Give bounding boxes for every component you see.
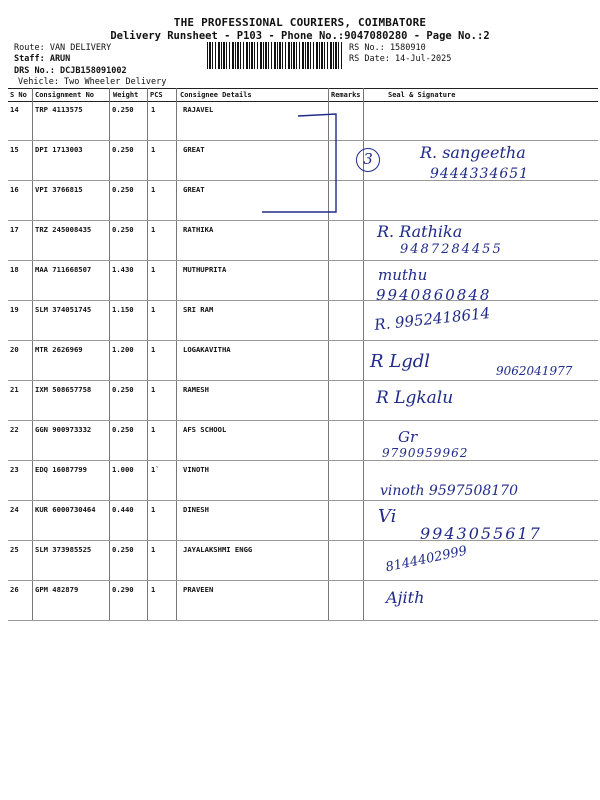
row-rule: [8, 220, 598, 221]
runsheet-subtitle: Delivery Runsheet - P103 - Phone No.:9047080280 - Page No.:2: [110, 30, 490, 42]
signature-18-name: muthu: [378, 266, 428, 284]
row-rule: [8, 420, 598, 421]
cell-weight: 0.250: [112, 105, 134, 114]
cell-pcs: 1: [151, 545, 156, 554]
rs-date: RS Date: 14-Jul-2025: [349, 54, 452, 64]
row-rule: [8, 580, 598, 581]
col-header-sno: S No: [10, 91, 27, 99]
row-rule: [8, 260, 598, 261]
cell-sno: 16: [10, 185, 19, 194]
cell-consignment-no: TRP 4113575: [35, 105, 83, 114]
signature-20-name: R Lgdl: [370, 351, 431, 372]
company-title: THE PROFESSIONAL COURIERS, COIMBATORE: [173, 16, 427, 29]
col-header-signature: Seal & Signature: [388, 91, 456, 99]
cell-sno: 26: [10, 585, 19, 594]
signature-15-name: R. sangeetha: [420, 143, 526, 162]
cell-weight: 1.150: [112, 305, 134, 314]
cell-consignment-no: MAA 711668507: [35, 265, 92, 274]
cell-weight: 0.250: [112, 225, 134, 234]
cell-sno: 25: [10, 545, 19, 554]
cell-weight: 0.250: [112, 185, 134, 194]
cell-consignee: LOGAKAVITHA: [183, 345, 231, 354]
signature-22-name: Gr: [398, 428, 418, 446]
bracket-mark: [250, 108, 350, 218]
cell-weight: 1.430: [112, 265, 134, 274]
cell-consignment-no: DPI 1713003: [35, 145, 83, 154]
row-rule: [8, 300, 598, 301]
cell-weight: 0.250: [112, 545, 134, 554]
cell-consignment-no: SLM 373985525: [35, 545, 92, 554]
col-header-consignee: Consignee Details: [180, 91, 252, 99]
row-rule: [8, 340, 598, 341]
staff-label: Staff: ARUN: [14, 54, 71, 64]
cell-consignment-no: KUR 6000730464: [35, 505, 96, 514]
circled-number: 3: [356, 148, 380, 172]
col-header-pcs: PCS: [150, 91, 163, 99]
signature-17-name: R. Rathika: [377, 222, 463, 241]
table-row: [8, 422, 598, 462]
cell-consignment-no: MTR 2626969: [35, 345, 83, 354]
cell-sno: 15: [10, 145, 19, 154]
signature-20-phone: 9062041977: [496, 364, 573, 378]
signature-21: R Lgkalu: [376, 388, 454, 408]
col-header-remarks: Remarks: [331, 91, 361, 99]
table-row: [8, 582, 598, 622]
cell-consignee: AFS SCHOOL: [183, 425, 227, 434]
cell-sno: 17: [10, 225, 19, 234]
cell-weight: 0.250: [112, 385, 134, 394]
cell-consignee: GREAT: [183, 185, 205, 194]
cell-consignment-no: EDQ 16087799: [35, 465, 87, 474]
row-rule: [8, 380, 598, 381]
signature-24-phone: 9943055617: [420, 524, 542, 543]
cell-sno: 21: [10, 385, 19, 394]
cell-sno: 23: [10, 465, 19, 474]
cell-pcs: 1`: [151, 465, 160, 474]
rs-number: RS No.: 1580910: [349, 43, 426, 53]
route-label: Route: VAN DELIVERY: [14, 43, 112, 53]
cell-sno: 18: [10, 265, 19, 274]
cell-weight: 0.250: [112, 425, 134, 434]
cell-consignment-no: IXM 508657758: [35, 385, 92, 394]
cell-consignee: MUTHUPRITA: [183, 265, 227, 274]
cell-pcs: 1: [151, 345, 156, 354]
cell-consignment-no: VPI 3766815: [35, 185, 83, 194]
cell-consignee: SRI RAM: [183, 305, 214, 314]
cell-sno: 14: [10, 105, 19, 114]
signature-25: 8144402999: [384, 543, 469, 576]
row-rule: [8, 500, 598, 501]
cell-sno: 22: [10, 425, 19, 434]
row-rule: [8, 620, 598, 621]
cell-pcs: 1: [151, 105, 156, 114]
table-row: [8, 382, 598, 422]
signature-19: R. 9952418614: [373, 303, 491, 335]
signature-23: vinoth 9597508170: [380, 483, 518, 499]
signature-15-phone: 9444334651: [430, 166, 530, 182]
cell-sno: 19: [10, 305, 19, 314]
col-header-consignment: Consignment No: [35, 91, 95, 99]
cell-consignee: GREAT: [183, 145, 205, 154]
cell-pcs: 1: [151, 225, 156, 234]
cell-pcs: 1: [151, 145, 156, 154]
cell-sno: 24: [10, 505, 19, 514]
cell-consignment-no: GPM 482879: [35, 585, 79, 594]
cell-sno: 20: [10, 345, 19, 354]
cell-consignee: JAYALAKSHMI ENGG: [183, 545, 253, 554]
cell-consignee: VINOTH: [183, 465, 209, 474]
vehicle-label: Vehicle: Two Wheeler Delivery: [18, 77, 167, 87]
signature-26: Ajith: [386, 588, 425, 607]
table-row: [8, 302, 598, 342]
cell-consignment-no: SLM 374051745: [35, 305, 92, 314]
cell-pcs: 1: [151, 505, 156, 514]
drs-number: DRS No.: DCJB158091002: [14, 66, 127, 76]
row-rule: [8, 460, 598, 461]
signature-22-phone: 9790959962: [382, 446, 469, 460]
cell-pcs: 1: [151, 585, 156, 594]
cell-consignment-no: GGN 900973332: [35, 425, 92, 434]
signature-24-name: Vi: [378, 506, 397, 527]
cell-consignee: RAJAVEL: [183, 105, 214, 114]
cell-weight: 1.200: [112, 345, 134, 354]
table-top-rule: [8, 88, 598, 89]
cell-pcs: 1: [151, 425, 156, 434]
table-row: [8, 222, 598, 262]
cell-pcs: 1: [151, 385, 156, 394]
cell-weight: 0.440: [112, 505, 134, 514]
table-row: [8, 262, 598, 302]
cell-pcs: 1: [151, 185, 156, 194]
barcode: [207, 42, 342, 69]
cell-consignee: RAMESH: [183, 385, 209, 394]
col-header-weight: Weight: [113, 91, 139, 99]
table-row: [8, 542, 598, 582]
cell-consignee: DINESH: [183, 505, 209, 514]
cell-consignee: PRAVEEN: [183, 585, 214, 594]
cell-consignment-no: TRZ 245008435: [35, 225, 92, 234]
cell-weight: 0.290: [112, 585, 134, 594]
signature-18-phone: 9940860848: [376, 286, 492, 304]
cell-weight: 0.250: [112, 145, 134, 154]
cell-pcs: 1: [151, 265, 156, 274]
cell-pcs: 1: [151, 305, 156, 314]
cell-weight: 1.000: [112, 465, 134, 474]
signature-17-phone: 9487284455: [400, 242, 503, 257]
cell-consignee: RATHIKA: [183, 225, 214, 234]
